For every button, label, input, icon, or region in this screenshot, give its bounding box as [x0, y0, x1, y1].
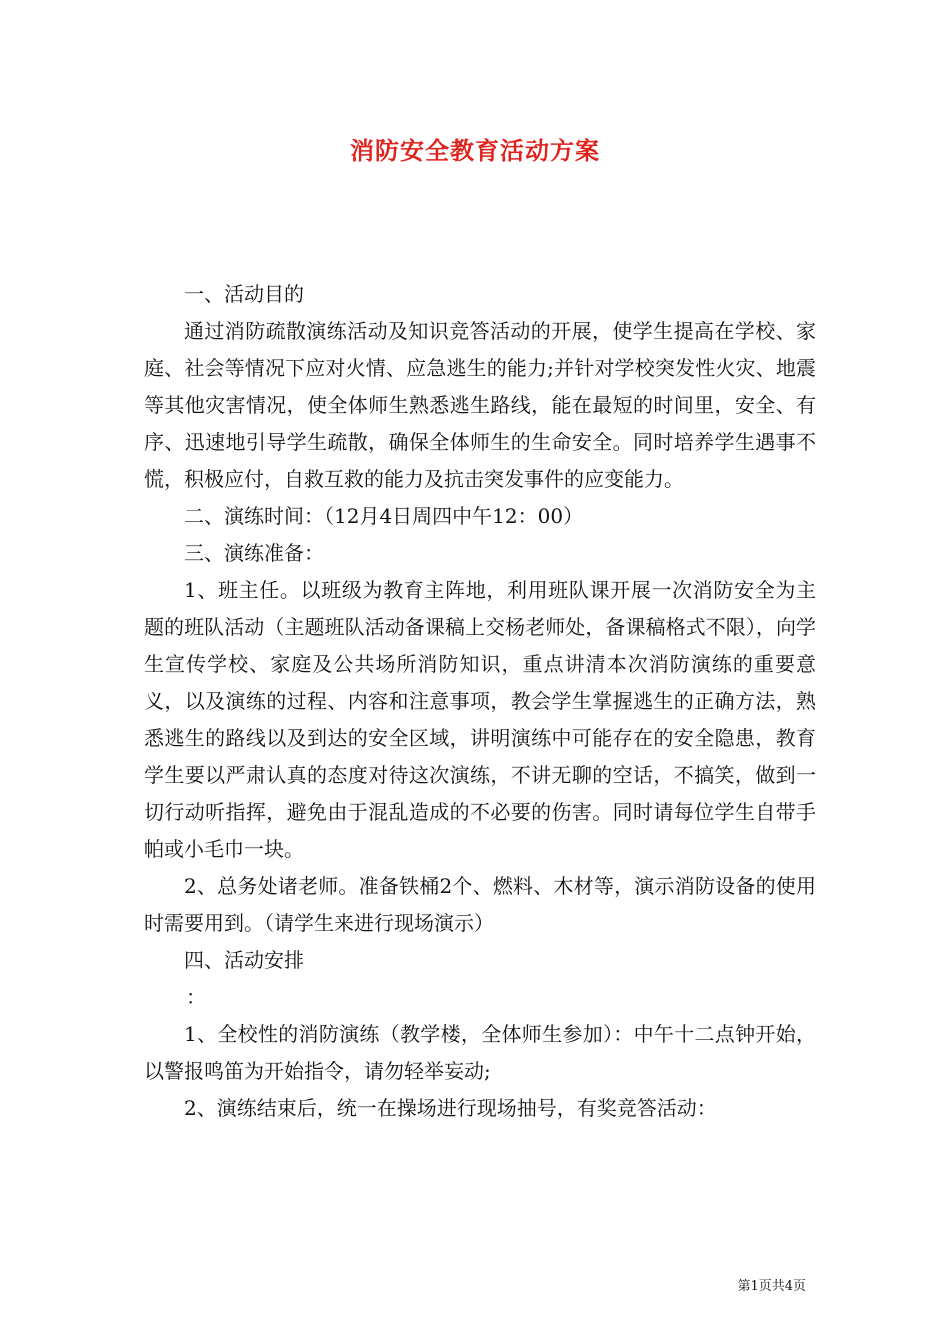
document-body [144, 276, 816, 1127]
section-heading-arrangement: 四、活动安排 [184, 948, 304, 972]
section-heading-preparation: 三、演练准备： [184, 541, 324, 565]
paragraph-quiz: 2、演练结束后，统一在操场进行现场抽号，有奖竞答活动： [184, 1096, 717, 1120]
paragraph-drill: 1、全校性的消防演练（教学楼，全体师生参加）：中午十二点钟开始，以警报鸣笛为开始指令，请勿轻举妄动; [144, 1022, 816, 1083]
page-number: 第1页共4页 [737, 1279, 806, 1294]
colon-line: ： [186, 985, 206, 1009]
paragraph-class-teacher: 1、班主任。以班级为教育主阵地，利用班队课开展一次消防安全为主题的班队活动（主题班队活动备课稿上交杨老师处，备课稿格式不限），向学生宣传学校、家庭及公共场所消防知识，重点讲清本次消防演练的重要意义，以及演练的过程、内容和注意事项，教会学生掌握逃生的正确方法，熟悉逃生的路线以及到达的安全区域，讲明演练中可能存在的安全隐患，教育学生要以严肃认真的态度对待这次演练，不讲无聊的空话，不搞笑，做到一切行动听指挥，避免由于混乱造成的不必要的伤害。同时请每位学生自带手帕或小毛巾一块。 [144, 578, 816, 861]
document-title: 消防安全教育活动方案 [350, 136, 600, 165]
section-heading-time: 二、演练时间：（12月4日周四中午12：00） [184, 504, 584, 528]
section-heading-purpose: 一、活动目的 [184, 282, 304, 306]
paragraph-general-affairs: 2、总务处诸老师。准备铁桶2个、燃料、木材等，演示消防设备的使用时需要用到。（请学生来进行现场演示） [144, 874, 816, 935]
paragraph-purpose: 通过消防疏散演练活动及知识竞答活动的开展，使学生提高在学校、家庭、社会等情况下应对火情、应急逃生的能力;并针对学校突发性火灾、地震等其他灾害情况，使全体师生熟悉逃生路线，能在最短的时间里，安全、有序、迅速地引导学生疏散，确保全体师生的生命安全。同时培养学生遇事不慌，积极应付，自救互救的能力及抗击突发事件的应变能力。 [144, 319, 816, 491]
